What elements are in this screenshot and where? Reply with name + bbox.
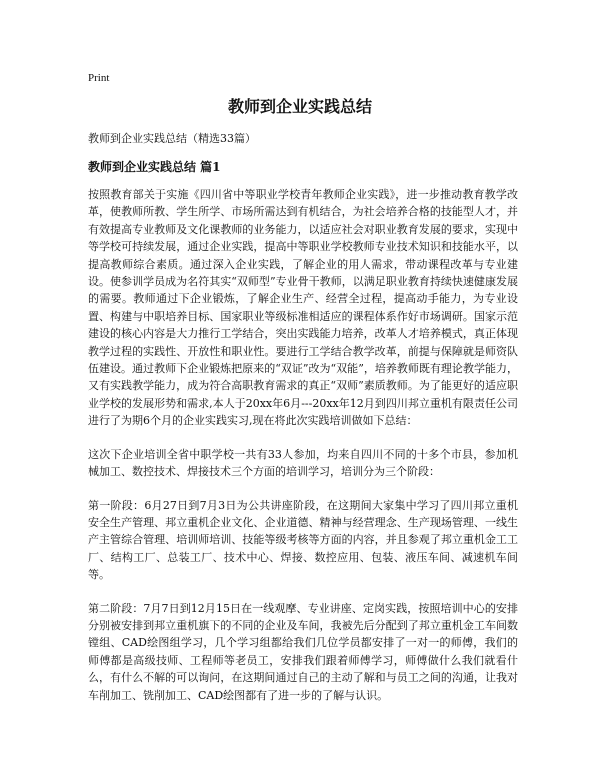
- paragraph-4: 第二阶段：7月7日到12月15日在一线观摩、专业讲座、定岗实践，按照培训中心的安排分别被安排到邦立重机旗下的不同的企业及车间，我被先后分配到了邦立重机金工车间数镗组、CAD绘图组学习，几个学习组都给我们几位学员都安排了一对一的师傅，我们的师傅都是高级技师、工程师等老员工，安排我们跟着师傅学习，师傅做什么我们就看什么，有什么不解的可以询问，在这期间通过自己的主动了解和与员工之间的沟通，让我对车削加工、铣削加工、CAD绘图都有了进一步的了解与认识。: [88, 601, 518, 702]
- paragraph-2: 这次下企业培训全省中职学校一共有33人参加，均来自四川不同的十多个市县，参加机械加工、数控技术、焊接技术三个方面的培训学习，培训分为三个阶段：: [88, 447, 518, 479]
- section-heading: 教师到企业实践总结 篇1: [88, 160, 221, 174]
- page-title: 教师到企业实践总结: [227, 97, 372, 116]
- article-body: [88, 186, 518, 720]
- document-subtitle: 教师到企业实践总结（精选33篇）: [88, 132, 256, 145]
- paragraph-1: 按照教育部关于实施《四川省中等职业学校青年教师企业实践》，进一步推动教育教学改革，使教师所教、学生所学、市场所需达到有机结合，为社会培养合格的技能型人才，并有效提高专业教师及文化课教师的业务能力，以适应社会对职业教育发展的要求，实现中等学校可持续发展，通过企业实践，提高中等职业学校教师专业技术知识和技能水平，以提高教师综合素质。通过深入企业实践，了解企业的用人需求，带动课程改革与专业建设。使参训学员成为名符其实“双师型”专业骨干教师，以满足职业教育持续快速健康发展的需要。教师通过下企业锻炼，了解企业生产、经营全过程，提高动手能力，为专业设置、构建与中职培养目标、国家职业等级标准相适应的课程体系作好市场调研。国家示范建设的核心内容是大力推行工学结合，突出实践能力培养，改革人才培养模式，真正体现教学过程的实践性、开放性和职业性。要进行工学结合教学改革，前提与保障就是师资队伍建设。通过教师下企业锻炼把原来的“双证”改为“双能”，培养教师既有理论教学能力，又有实践教学能力，成为符合高职教育需求的真正“双师”素质教师。为了能更好的适应职业学校的发展形势和需求,本人于20xx年6月---20xx年12月到四川邦立重机有限责任公司进行了为期6个月的企业实践实习,现在将此次实践培训做如下总结：: [88, 188, 518, 428]
- paragraph-3: 第一阶段：6月27日到7月3日为公共讲座阶段，在这期间大家集中学习了四川邦立重机安全生产管理、邦立重机企业文化、企业道德、精神与经营理念、生产现场管理、一线生产主管综合管理、培训师培训、技能等级考核等方面的内容，并且参观了邦立重机金工工厂、结构工厂、总装工厂、技术中心、焊接、数控应用、包装、液压车间、减速机车间等。: [88, 498, 518, 582]
- print-label: Print: [88, 72, 110, 84]
